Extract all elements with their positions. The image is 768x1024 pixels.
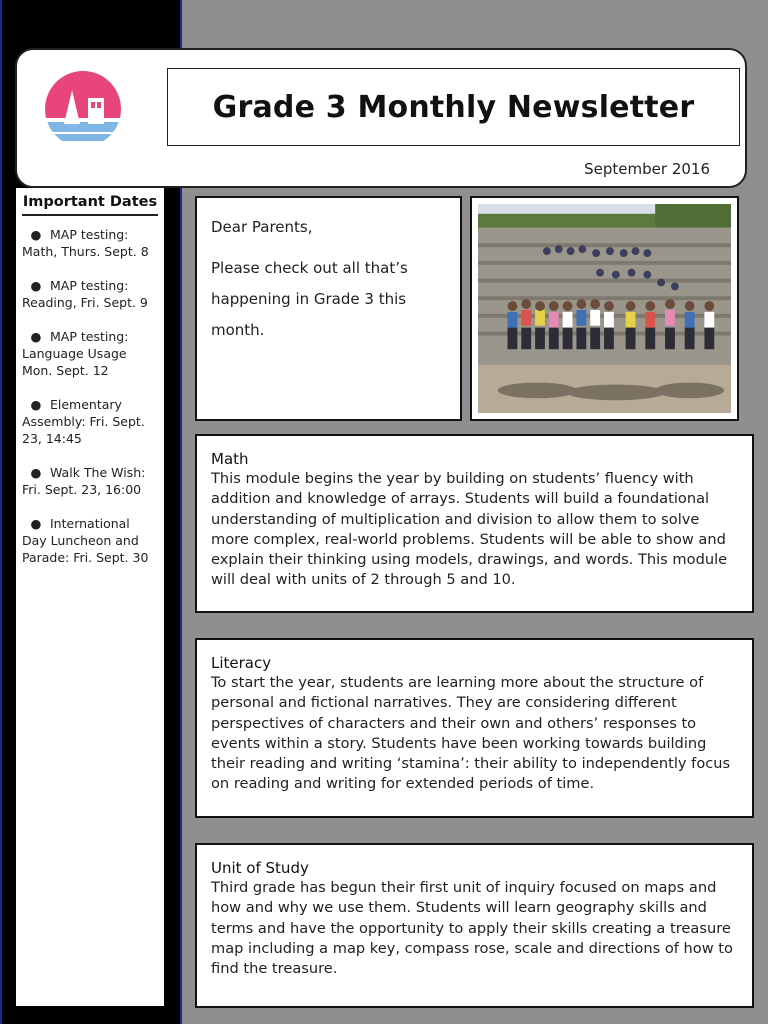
bullet-icon: ● [30,465,42,480]
unit-body: Third grade has begun their first unit of inquiry focused on maps and how and why we use them. Students will learn geography skills and terms and have the opportunity to apply their skills creating a treasure map including a map key, compass rose, scale and directions of how to find the treasure. [211,879,733,978]
bullet-icon: ● [30,329,42,344]
important-dates-sidebar [16,188,164,1006]
school-logo-icon [42,68,124,150]
math-section [195,434,754,613]
date-item-text: MAP testing: Reading, Fri. Sept. 9 [22,278,148,310]
letter-body: Please check out all that’s happening in Grade 3 this month. [211,259,408,339]
dates-list [22,226,158,566]
newsletter-date: September 2016 [584,160,710,178]
bullet-icon: ● [30,397,42,412]
newsletter-header [15,48,747,188]
literacy-section [195,638,754,818]
sidebar-heading: Important Dates [22,194,158,216]
date-item-text: International Day Luncheon and Parade: Fri. Sept. 30 [22,516,149,565]
letter-greeting: Dear Parents, [211,218,313,236]
newsletter-title: Grade 3 Monthly Newsletter [212,89,695,125]
date-item [22,515,158,566]
bullet-icon: ● [30,278,42,293]
bullet-icon: ● [30,516,42,531]
bullet-icon: ● [30,227,42,242]
date-item [22,328,158,379]
date-item-text: Elementary Assembly: Fri. Sept. 23, 14:45 [22,397,145,446]
parent-letter [195,196,462,421]
class-photo [470,196,739,421]
math-body: This module begins the year by building on students’ fluency with addition and knowledge of arrays. Students will build a foundational understanding of multiplication and division to allow them to solve more complex, real-world problems. Students will be able to show and explain their thinking using models, drawings, and words. This module will deal with units of 2 through 5 and 10. [211,470,728,589]
literacy-heading: Literacy [211,654,272,672]
date-item-text: MAP testing: Math, Thurs. Sept. 8 [22,227,149,259]
unit-of-study-section [195,843,754,1008]
class-photo-image [478,204,731,413]
literacy-body: To start the year, students are learning more about the structure of personal and fictional narratives. They are considering different perspectives of characters and their own and others’ responses to events within a story. Students have been working towards building their reading and writing ‘stamina’: their ability to independently focus on reading and writing for extended periods of time. [211,674,731,793]
math-heading: Math [211,450,249,468]
date-item-text: MAP testing: Language Usage Mon. Sept. 12 [22,329,129,378]
date-item [22,464,158,498]
unit-heading: Unit of Study [211,859,309,877]
date-item [22,277,158,311]
date-item [22,396,158,447]
date-item-text: Walk The Wish: Fri. Sept. 23, 16:00 [22,465,146,497]
title-box [167,68,740,146]
date-item [22,226,158,260]
